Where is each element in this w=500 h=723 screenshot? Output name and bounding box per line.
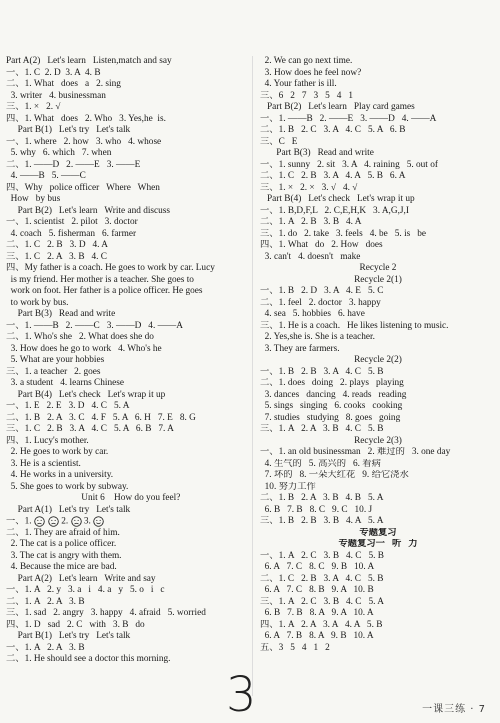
answer-line: 二、1. does doing 2. plays playing bbox=[260, 378, 404, 388]
answer-line: 5. What are your hobbies bbox=[6, 355, 105, 365]
section-heading: Part B(4) Let's check Let's wrap it up bbox=[6, 389, 166, 400]
answer-line: 三、1. C 2. B 3. A 4. C 5. A 6. B 7. A bbox=[6, 424, 174, 434]
section-heading: Part B(3) Read and write bbox=[260, 148, 374, 158]
answer-line: 4. sea 5. hobbies 6. have bbox=[260, 309, 365, 319]
answer-line: 7. studies studying 8. goes going bbox=[260, 412, 401, 423]
answer-line: 二、1. He should see a doctor this morning. bbox=[6, 654, 171, 664]
answer-line: Recycle 2(2) bbox=[354, 355, 402, 365]
answer-line: 3. a student 4. learns Chinese bbox=[6, 378, 124, 388]
footer-mark: 一课三练 · 7 bbox=[422, 704, 486, 715]
answer-line: 三、1. B 2. B 3. B 4. A 5. A bbox=[260, 516, 384, 526]
answer-line: 二、1. C 2. B 3. A 4. C 5. B bbox=[260, 573, 384, 584]
answer-line: 二、1. They are afraid of him. bbox=[6, 527, 120, 538]
answer-line: 二、1. feel 2. doctor 3. happy bbox=[260, 297, 381, 308]
answer-line: 3. How does he go to work 4. Who's he bbox=[6, 343, 162, 354]
answer-line: 2. We can go next time. bbox=[260, 56, 353, 66]
sad-face-icon bbox=[71, 516, 82, 527]
answer-line: 三、1. sad 2. angry 3. happy 4. afraid 5. worried bbox=[6, 608, 206, 618]
section-heading: Unit 6 How do you feel? bbox=[69, 493, 181, 503]
answer-line: 4. He works in a university. bbox=[6, 470, 114, 480]
section-heading: Part B(1) Let's try Let's talk bbox=[6, 631, 131, 641]
answer-line: 2. He goes to work by car. bbox=[6, 447, 109, 457]
answer-line: 三、1. A 2. A 3. B 4. C 5. B bbox=[260, 424, 384, 434]
answer-line: work on foot. Her father is a police officer. He goes bbox=[6, 286, 203, 296]
answer-line: Recycle 2(1) bbox=[354, 274, 402, 285]
answer-line: 一、1. ——B 2. ——C 3. ——D 4. ——A bbox=[6, 320, 183, 331]
section-heading: Part B(3) Read and write bbox=[6, 309, 116, 319]
answer-line: Recycle 2(3) bbox=[354, 435, 402, 446]
left-column bbox=[6, 56, 244, 666]
answer-line: 2. The cat is a police officer. bbox=[6, 539, 117, 549]
answer-line: 7. 坏的 8. 一朵大红花 9. 给它浇水 bbox=[260, 470, 409, 480]
answer-line: 4. 生气的 5. 高兴的 6. 看病 bbox=[260, 458, 381, 469]
answer-line: to work by bus. bbox=[6, 297, 69, 308]
happy-face-icon bbox=[93, 516, 104, 527]
section-heading: Part B(1) Let's try Let's talk bbox=[6, 125, 131, 135]
answer-line: 一、1. E 2. E 3. D 4. C 5. A bbox=[6, 401, 130, 411]
answer-line: 4. Your father is ill. bbox=[260, 79, 337, 89]
sad-face-icon bbox=[48, 516, 59, 527]
answer-line: is my friend. Her mother is a teacher. She goes to bbox=[6, 274, 194, 285]
answer-line: 6. A 7. C 8. C 9. B 10. A bbox=[260, 562, 375, 572]
section-heading: Part B(4) Let's check Let's wrap it up bbox=[260, 194, 415, 204]
faces-suffix: 3. bbox=[83, 516, 91, 527]
page-number: 3 bbox=[226, 667, 257, 723]
answer-line: 四、1. What does 2. Who 3. Yes,he is. bbox=[6, 113, 166, 124]
section-heading: Part A(2) Let's learn Listen,match and say bbox=[6, 56, 172, 66]
answer-line: Recycle 2 bbox=[359, 263, 397, 273]
section-heading: Part A(2) Let's learn Write and say bbox=[6, 573, 156, 584]
right-column bbox=[260, 56, 496, 654]
answer-line: 3. writer 4. businessman bbox=[6, 90, 106, 101]
answer-line: 四、1. Lucy's mother. bbox=[6, 435, 89, 446]
answer-line: 3. dances dancing 4. reads reading bbox=[260, 389, 407, 400]
answer-line: 二、1. B 2. C 3. A 4. C 5. A 6. B bbox=[260, 125, 406, 135]
answer-line: 一、1. B 2. B 3. A 4. C 5. B bbox=[260, 366, 384, 377]
answer-line: 一、1. A 2. C 3. B 4. C 5. B bbox=[260, 550, 384, 561]
section-heading: Part B(2) Let's learn Write and discuss bbox=[6, 205, 171, 216]
answer-line: 二、1. ——D 2. ——E 3. ——E bbox=[6, 159, 141, 170]
answer-line: 4. ——B 5. ——C bbox=[6, 171, 86, 181]
answer-line: 一、1. an old businessman 2. 难过的 3. one day bbox=[260, 447, 451, 457]
answer-line: 3. How does he feel now? bbox=[260, 67, 362, 78]
answer-line: 一、1. ——B 2. ——E 3. ——D 4. ——A bbox=[260, 113, 437, 124]
answer-line: 3. He is a scientist. bbox=[6, 458, 81, 469]
answer-line: 三、1. C 2. A 3. B 4. C bbox=[6, 251, 107, 262]
answer-line: 6. A 7. C 8. B 9. A 10. B bbox=[260, 585, 374, 595]
section-heading: Part A(1) Let's try Let's talk bbox=[6, 504, 131, 515]
faces-prefix: 一、1. bbox=[6, 516, 32, 527]
answer-line: 二、1. A 2. B 3. B 4. A bbox=[260, 217, 362, 227]
answer-line: 四、1. D sad 2. C with 3. B do bbox=[6, 619, 145, 630]
answer-line: 5. sings singing 6. cooks cooking bbox=[260, 401, 403, 411]
sad-face-icon bbox=[34, 516, 45, 527]
answer-line: 四、1. What do 2. How does bbox=[260, 240, 383, 250]
answer-line: 二、1. C 2. B 3. D 4. A bbox=[6, 240, 109, 250]
answer-line: 2. Yes,she is. She is a teacher. bbox=[260, 332, 375, 342]
answer-line: 四、Why police officer Where When bbox=[6, 182, 160, 193]
answer-line: 6. B 7. B 8. C 9. C 10. J bbox=[260, 504, 373, 515]
answer-line: 一、1. B,D,F,L 2. C,E,H,K 3. A,G,J,I bbox=[260, 205, 409, 216]
answer-line: 三、1. × 2. × 3. √ 4. √ bbox=[260, 182, 358, 193]
answer-line: 五、3 5 4 1 2 bbox=[260, 642, 330, 653]
answer-line: 一、1. B 2. D 3. A 4. E 5. C bbox=[260, 286, 384, 296]
column-divider bbox=[252, 56, 253, 696]
answer-line: 二、1. A 2. A 3. B bbox=[6, 596, 85, 607]
answer-line: 三、6 2 7 3 5 4 1 bbox=[260, 90, 353, 101]
answer-line: 三、1. He is a coach. He likes listening to music. bbox=[260, 320, 449, 331]
answer-line: 二、1. C 2. B 3. A 4. A 5. B 6. A bbox=[260, 171, 406, 181]
answer-line: 三、C E bbox=[260, 136, 298, 147]
answer-line: 4. coach 5. fisherman 6. farmer bbox=[6, 228, 137, 239]
answer-line: 四、My father is a coach. He goes to work by car. Lucy bbox=[6, 263, 215, 273]
answer-line: 一、1. scientist 2. pilot 3. doctor bbox=[6, 217, 138, 227]
answer-line: 5. why 6. which 7. when bbox=[6, 148, 112, 158]
answer-line: 3. They are farmers. bbox=[260, 343, 340, 354]
answer-line: 5. She goes to work by subway. bbox=[6, 481, 129, 492]
answer-line: 10. 努力工作 bbox=[260, 481, 316, 492]
answer-line: 3. can't 4. doesn't make bbox=[260, 251, 361, 262]
answer-line: 3. The cat is angry with them. bbox=[6, 550, 122, 561]
answer-line: 三、1. do 2. take 3. feels 4. be 5. is be bbox=[260, 228, 427, 239]
answer-line: 6. A 7. B 8. A 9. B 10. A bbox=[260, 631, 374, 641]
answer-line: 4. Because the mice are bad. bbox=[6, 562, 117, 572]
answer-line: How by bus bbox=[6, 194, 61, 204]
answer-line: 三、1. a teacher 2. goes bbox=[6, 366, 101, 377]
answer-line: 一、1. sunny 2. sit 3. A 4. raining 5. out of bbox=[260, 159, 438, 170]
answer-line: 专题复习一 听 力 bbox=[338, 539, 418, 549]
answer-line: 专题复习 bbox=[359, 527, 397, 538]
faces-answer-line bbox=[6, 516, 244, 528]
answer-line: 一、1. C 2. D 3. A 4. B bbox=[6, 67, 101, 78]
answer-line: 一、1. A 2. y 3. a i 4. a y 5. o i c bbox=[6, 585, 165, 595]
answer-line: 二、1. What does a 2. sing bbox=[6, 79, 121, 89]
answer-line: 二、1. B 2. A 3. C 4. F 5. A 6. H 7. E 8. G bbox=[6, 412, 196, 423]
answer-line: 四、1. A 2. A 3. A 4. A 5. B bbox=[260, 619, 383, 630]
answer-line: 一、1. A 2. A 3. B bbox=[6, 642, 85, 653]
answer-line: 一、1. where 2. how 3. who 4. whose bbox=[6, 136, 162, 147]
section-heading: Part B(2) Let's learn Play card games bbox=[260, 102, 415, 112]
faces-mid: 2. bbox=[61, 516, 69, 527]
answer-line: 二、1. Who's she 2. What does she do bbox=[6, 332, 154, 342]
answer-line: 三、1. A 2. C 3. B 4. C 5. A bbox=[260, 596, 384, 607]
answer-line: 三、1. × 2. √ bbox=[6, 102, 61, 112]
answer-line: 二、1. B 2. A 3. B 4. B 5. A bbox=[260, 493, 384, 503]
answer-line: 6. B 7. B 8. A 9. A 10. A bbox=[260, 608, 374, 618]
